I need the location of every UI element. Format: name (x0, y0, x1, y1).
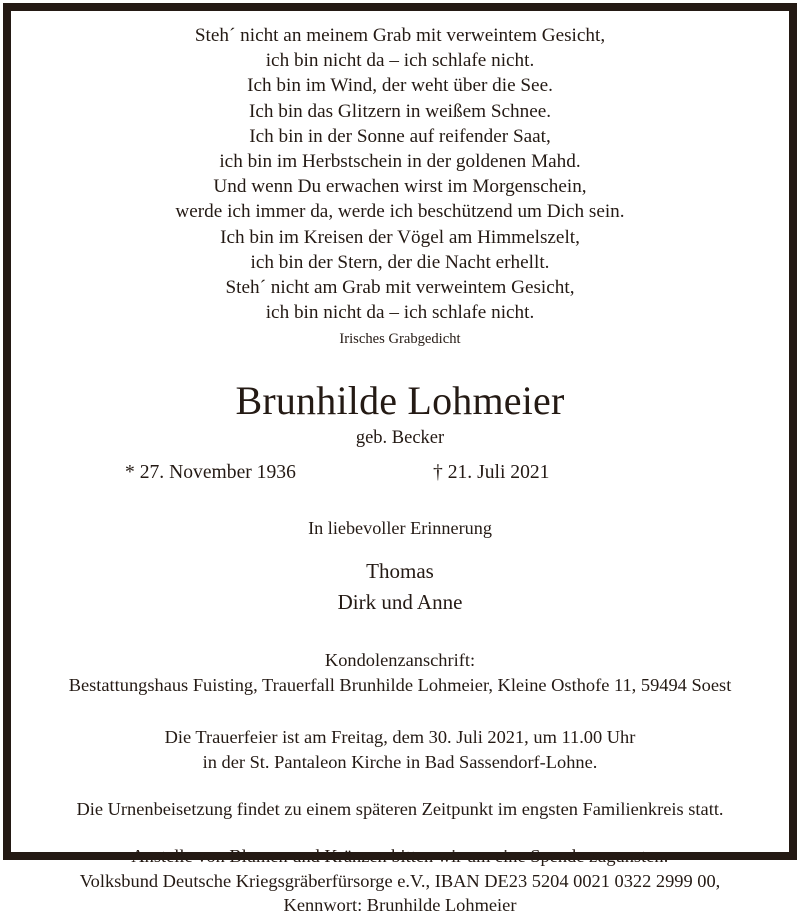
service-location: in der St. Pantaleon Kirche in Bad Sassendorf-Lohne. (202, 752, 598, 773)
donation-request: Anstelle von Blumen und Kränzen bitten wir um eine Spende zugunsten: (131, 846, 669, 867)
donation-recipient-iban: Volksbund Deutsche Kriegsgräberfürsorge e.V., IBAN DE23 5204 0021 0322 2999 00, (79, 870, 721, 891)
survivor-name: Dirk und Anne (337, 590, 463, 615)
service-datetime: Die Trauerfeier ist am Freitag, dem 30. Juli 2021, um 11.00 Uhr (164, 727, 636, 748)
poem-attribution: Irisches Grabgedicht (339, 331, 461, 348)
poem-line: Ich bin das Glitzern in weißem Schnee. (248, 100, 552, 122)
donation-reference: Kennwort: Brunhilde Lohmeier (283, 895, 517, 916)
poem-line: ich bin nicht da – ich schlafe nicht. (265, 302, 535, 324)
condolence-address: Bestattungshaus Fuisting, Trauerfall Brunhilde Lohmeier, Kleine Osthofe 11, 59494 Soest (68, 675, 732, 696)
poem-line: Ich bin im Wind, der weht über die See. (247, 75, 553, 97)
poem-line: Steh´ nicht an meinem Grab mit verweintem Gesicht, (194, 25, 606, 46)
memory-line: In liebevoller Erinnerung (308, 518, 492, 539)
donation-section (25, 844, 775, 918)
poem-line: werde ich immer da, werde ich beschützend um Dich sein. (175, 201, 625, 223)
urn-burial-note (25, 797, 775, 822)
survivor-name: Thomas (366, 559, 434, 584)
poem-line: Ich bin im Kreisen der Vögel am Himmelszelt, (220, 226, 580, 248)
poem-line: Steh´ nicht am Grab mit verweintem Gesicht, (225, 277, 575, 299)
birth-date: * 27. November 1936 (125, 462, 296, 484)
life-dates (25, 460, 775, 486)
deceased-name: Brunhilde Lohmeier (235, 378, 565, 424)
funeral-service-section (25, 725, 775, 775)
survivors-list (25, 556, 775, 618)
maiden-name: geb. Becker (355, 428, 445, 449)
poem-line: ich bin der Stern, der die Nacht erhellt. (250, 251, 550, 273)
urn-note-text: Die Urnenbeisetzung findet zu einem späteren Zeitpunkt im engsten Familienkreis statt. (76, 799, 724, 820)
condolence-heading: Kondolenzanschrift: (324, 650, 476, 671)
poem-line: Und wenn Du erwachen wirst im Morgenschein, (213, 176, 587, 198)
poem-line: Ich bin in der Sonne auf reifender Saat, (249, 125, 551, 147)
poem-line: ich bin im Herbstschein in der goldenen Mahd. (219, 151, 581, 173)
memorial-poem (25, 23, 775, 350)
condolence-section (25, 648, 775, 698)
obituary-border-frame (3, 3, 797, 916)
death-date: † 21. Juli 2021 (433, 462, 550, 484)
poem-line: ich bin nicht da – ich schlafe nicht. (265, 50, 535, 72)
